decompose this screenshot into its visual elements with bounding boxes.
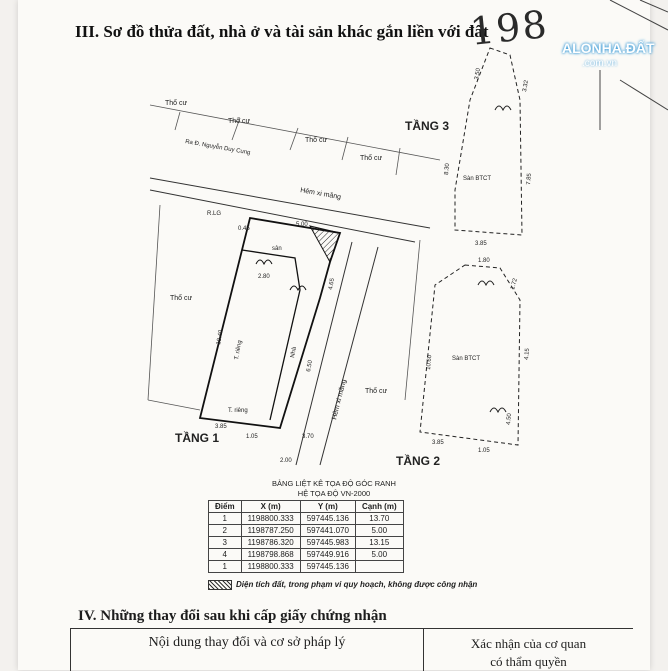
header-point: Điểm xyxy=(209,501,242,513)
floor3-plan xyxy=(455,48,522,235)
dim-3-32: 3.32 xyxy=(522,79,530,93)
cell-edge: 13.15 xyxy=(355,537,403,549)
cell-x: 1198786.320 xyxy=(241,537,300,549)
coordinate-table xyxy=(208,500,404,573)
table-row xyxy=(209,513,404,525)
dim-3-70: 3.70 xyxy=(302,434,314,440)
dim-6-50: 6.50 xyxy=(306,359,314,373)
label-alley-vertical: Hẻm xi măng xyxy=(331,378,348,421)
header-y: Y (m) xyxy=(300,501,355,513)
section-title: III. Sơ đồ thửa đất, nhà ở và tài sản khác gắn liền với đất xyxy=(75,22,489,41)
dim-10-60: 10.60 xyxy=(426,354,434,371)
cell-edge xyxy=(355,561,403,573)
cell-y: 597445.136 xyxy=(300,561,355,573)
label-tuong-rieng-side: T. riêng xyxy=(234,339,244,361)
cell-point: 4 xyxy=(209,549,242,561)
dim-1-05: 1.05 xyxy=(246,434,258,440)
dim-8-30: 8.30 xyxy=(444,163,452,176)
changes-col-confirm-line1: Xác nhận của cơ quan xyxy=(470,636,587,651)
floor2-plan xyxy=(420,265,520,445)
dim-7-85: 7.85 xyxy=(526,173,534,186)
dim-3-85: 3.85 xyxy=(215,424,227,430)
hatch-swatch-icon xyxy=(208,580,232,590)
label-street: Ra Đ. Nguyễn Duy Cung xyxy=(184,139,251,157)
label-tho-cu-1: Thổ cư xyxy=(165,100,188,107)
cell-y: 597441.070 xyxy=(300,525,355,537)
label-san-btct-2: Sàn BTCT xyxy=(452,356,481,362)
label-tho-cu-2: Thổ cư xyxy=(228,118,251,125)
label-tho-cu-3: Thổ cư xyxy=(305,137,328,144)
cell-y: 597449.916 xyxy=(300,549,355,561)
cell-point: 1 xyxy=(209,513,242,525)
label-tho-cu-4: Thổ cư xyxy=(360,155,383,162)
changes-col-confirm xyxy=(423,629,633,671)
header-x: X (m) xyxy=(241,501,300,513)
legend-text: Diện tích đất, trong phạm vi quy hoạch, không được công nhận xyxy=(236,580,478,590)
changes-table xyxy=(70,628,633,671)
coord-caption-1: BẢNG LIỆT KÊ TỌA ĐỘ GÓC RANH xyxy=(272,479,396,488)
handwritten-number: 198 xyxy=(467,2,551,54)
cell-point: 1 xyxy=(209,561,242,573)
dim-0-45: 0.45 xyxy=(238,226,250,232)
dim-5-00: 5.00 xyxy=(296,222,308,228)
dim-4-50: 4.50 xyxy=(506,413,514,426)
label-alley-horizontal: Hẻm xi măng xyxy=(299,187,342,202)
changes-col-content: Nội dung thay đổi và cơ sở pháp lý xyxy=(148,635,346,650)
label-san-btct-3: Sàn BTCT xyxy=(463,176,492,182)
cell-x: 1198800.333 xyxy=(241,561,300,573)
floor3-label: TẦNG 3 xyxy=(405,119,450,133)
cell-edge: 5.00 xyxy=(355,549,403,561)
legend xyxy=(208,580,477,590)
label-rlg: R.LG xyxy=(207,211,222,217)
dim-3-85-t2: 3.85 xyxy=(432,440,444,446)
label-tho-cu-6: Thổ cư xyxy=(365,388,388,395)
dim-2-80: 2.80 xyxy=(258,274,270,280)
neighbor-lines xyxy=(600,0,668,130)
cell-x: 1198787.250 xyxy=(241,525,300,537)
dim-1-05-t2: 1.05 xyxy=(478,448,490,454)
label-san: sân xyxy=(272,246,282,252)
cell-point: 3 xyxy=(209,537,242,549)
label-tuong-rieng-bottom: T. riêng xyxy=(228,408,248,414)
dim-1-80: 1.80 xyxy=(478,258,490,264)
watermark-logo: ALONHA.ĐẤT xyxy=(562,40,655,56)
table-header-row xyxy=(209,501,404,513)
cell-edge: 13.70 xyxy=(355,513,403,525)
dim-4-15: 4.15 xyxy=(524,348,532,361)
floor1-label: TẦNG 1 xyxy=(175,431,220,445)
table-row xyxy=(209,525,404,537)
floor2-label: TẦNG 2 xyxy=(396,454,441,468)
header-edge: Cạnh (m) xyxy=(355,501,403,513)
cell-edge: 5.00 xyxy=(355,525,403,537)
label-nha: Nhà xyxy=(290,346,298,359)
watermark-sub: .com.vn xyxy=(582,58,618,69)
cell-x: 1198798.868 xyxy=(241,549,300,561)
label-tho-cu-5: Thổ cư xyxy=(170,295,193,302)
main-parcel xyxy=(200,218,340,428)
cell-y: 597445.983 xyxy=(300,537,355,549)
cell-point: 2 xyxy=(209,525,242,537)
changes-col-confirm-line2: có thẩm quyền xyxy=(490,654,567,669)
dim-4-65: 4.65 xyxy=(328,277,336,291)
cell-y: 597445.136 xyxy=(300,513,355,525)
alley-road xyxy=(150,178,430,465)
changes-section-title: IV. Những thay đổi sau khi cấp giấy chứng nhận xyxy=(78,608,387,624)
dim-2-00: 2.00 xyxy=(280,458,292,464)
cell-x: 1198800.333 xyxy=(241,513,300,525)
dim-10-40: 10.40 xyxy=(216,329,225,346)
table-row xyxy=(209,549,404,561)
table-row xyxy=(209,537,404,549)
dim-3-85-t3: 3.85 xyxy=(475,241,487,247)
dim-3-50: 3.50 xyxy=(474,67,482,81)
table-row xyxy=(209,561,404,573)
coord-caption-2: HỆ TỌA ĐỘ VN-2000 xyxy=(297,489,371,498)
dim-1-72: 1.72 xyxy=(510,277,519,291)
